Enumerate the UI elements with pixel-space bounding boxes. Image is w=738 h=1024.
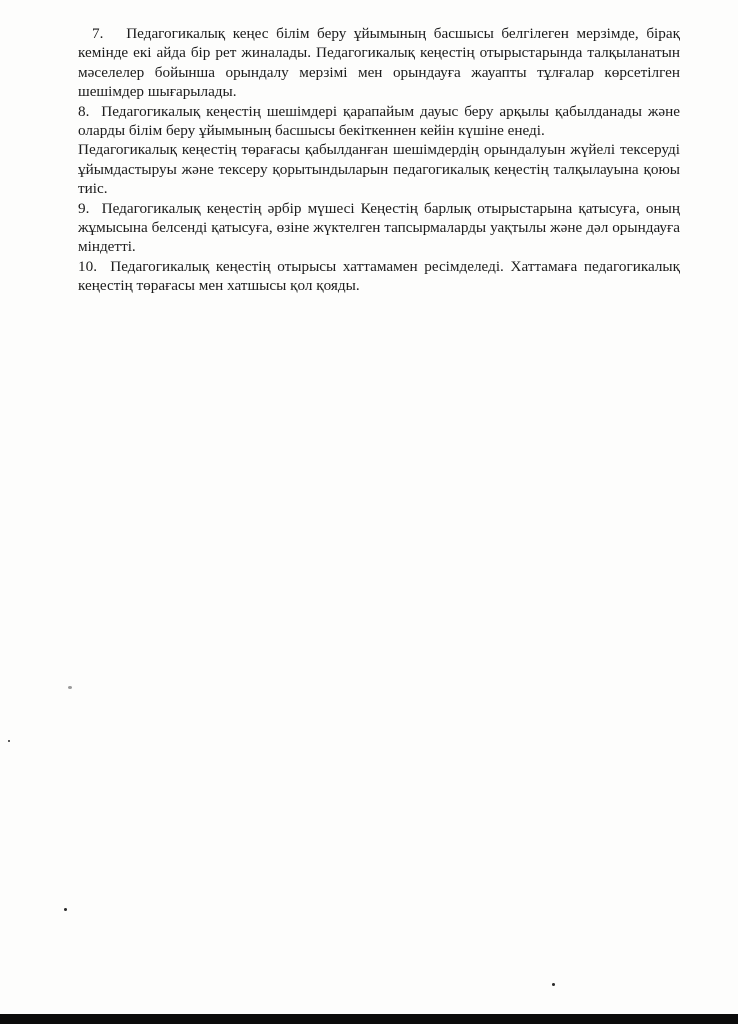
paragraph-number: 10. [78, 257, 97, 275]
paragraph-7 [78, 24, 680, 102]
scan-speck [8, 740, 10, 742]
paragraph-number: 8. [78, 102, 90, 120]
paragraph-10 [78, 257, 680, 296]
scan-speck [552, 983, 555, 986]
paragraph-text: Педагогикалық кеңес білім беру ұйымының басшысы белгілеген мерзімде, бірақ кемінде екі айда бір рет жиналады. Педагогикалық кеңестің отырыстарында талқыланатын мәселелер бойынша орындалу мерзімі мен орындауға жауапты тұлғалар көрсетілген шешімдер шығарылады. [78, 25, 680, 101]
scan-edge-bar [0, 1014, 738, 1024]
paragraph-number: 7. [92, 25, 104, 42]
paragraph-text: Педагогикалық кеңестің әрбір мүшесі Кеңестің барлық отырыстарына қатысуға, оның жұмысына белсенді қатысуға, өзіне жүктелген тапсырмаларды уақтылы және дәл орындауға міндетті. [78, 199, 680, 256]
paragraph-9 [78, 199, 680, 257]
paragraph-number: 9. [78, 199, 90, 217]
paragraph-text: Педагогикалық кеңестің отырысы хаттамамен ресімделеді. Хаттамаға педагогикалық кеңестің төрағасы мен хатшысы қол қояды. [78, 257, 681, 295]
paragraph-8 [78, 102, 680, 141]
paragraph-text: Педагогикалық кеңестің төрағасы қабылданған шешімдердің орындалуын жүйелі тексеруді ұйымдастыруы және тексеру қорытындыларын педагогикалық кеңестің талқылауына қоюы тиіс. [78, 141, 680, 198]
paragraph-8-continued [78, 140, 680, 198]
scan-speck [64, 908, 67, 911]
scan-speck [68, 686, 72, 689]
document-body [78, 24, 680, 296]
paragraph-text: Педагогикалық кеңестің шешімдері қарапайым дауыс беру арқылы қабылданады және оларды білім беру ұйымының басшысы бекіткеннен кейін күшіне енеді. [78, 102, 680, 140]
